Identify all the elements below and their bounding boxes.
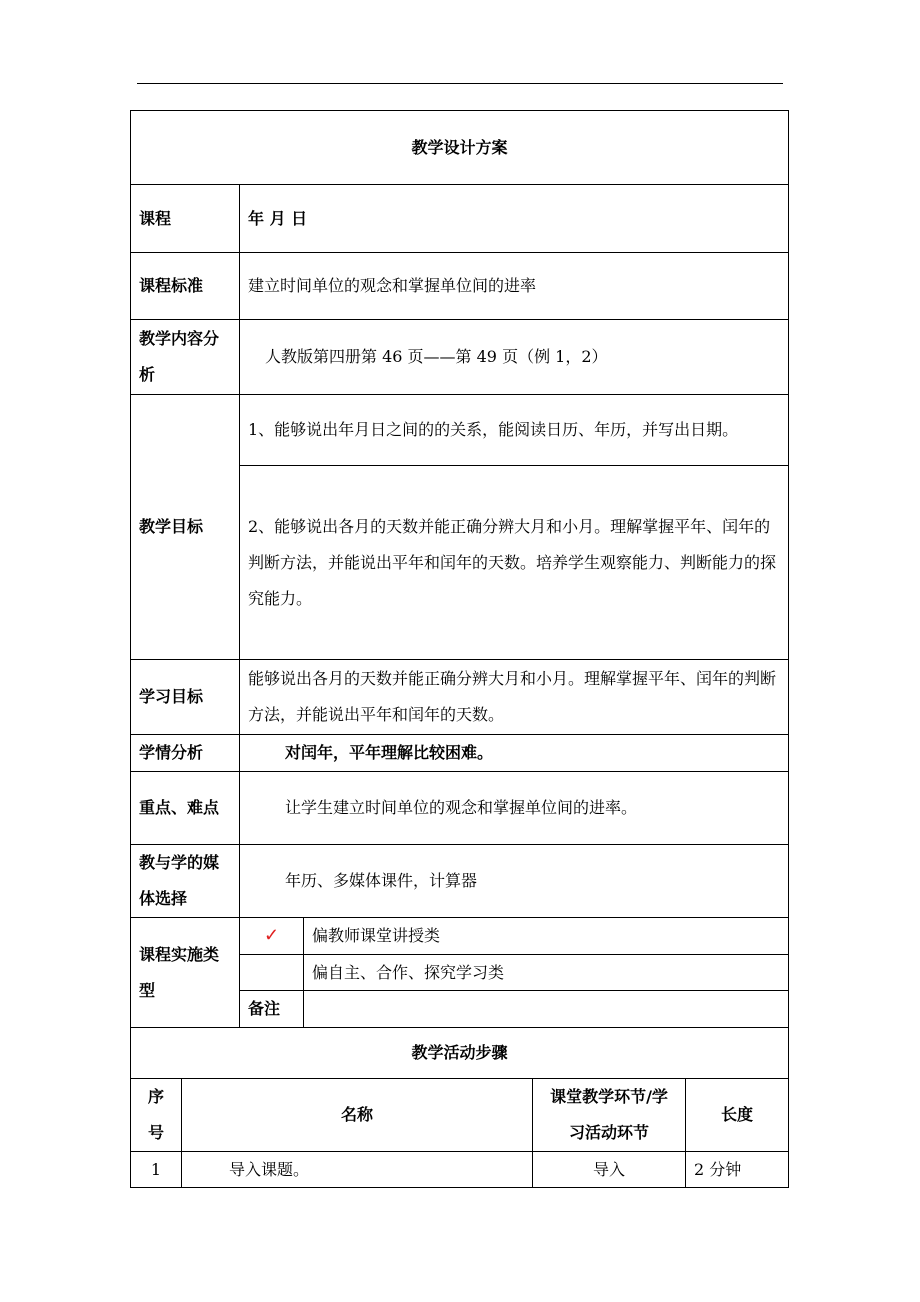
header-rule (137, 83, 783, 84)
standard-value: 建立时间单位的观念和掌握单位间的进率 (239, 252, 789, 320)
learning-label: 学习目标 (130, 659, 240, 735)
media-value: 年历、多媒体课件，计算器 (239, 844, 789, 918)
step-no: 1 (130, 1151, 182, 1188)
goal-item: 1、能够说出年月日之间的的关系，能阅读日历、年历，并写出日期。 (239, 394, 789, 466)
header-no: 序号 (130, 1078, 182, 1152)
content-label: 教学内容分析 (130, 319, 240, 395)
situation-value: 对闰年，平年理解比较困难。 (239, 734, 789, 772)
course-label: 课程 (130, 184, 240, 253)
key-label: 重点、难点 (130, 771, 240, 845)
type-option-self-study: 偏自主、合作、探究学习类 (303, 954, 789, 991)
doc-title: 教学设计方案 (130, 110, 789, 185)
note-label: 备注 (239, 990, 304, 1028)
content-value: 人教版第四册第 46 页——第 49 页（例 1，2） (239, 319, 789, 395)
note-value (303, 990, 789, 1028)
steps-title: 教学活动步骤 (130, 1027, 789, 1079)
type-check-empty[interactable] (239, 954, 304, 991)
checkmark-icon[interactable]: ✓ (239, 917, 304, 955)
step-length: 2 分钟 (685, 1151, 789, 1188)
situation-label: 学情分析 (130, 734, 240, 772)
media-label: 教与学的媒体选择 (130, 844, 240, 918)
step-name: 导入课题。 (181, 1151, 533, 1188)
type-label: 课程实施类型 (130, 917, 240, 1028)
standard-label: 课程标准 (130, 252, 240, 320)
course-value: 年 月 日 (239, 184, 789, 253)
step-stage: 导入 (532, 1151, 686, 1188)
type-option-teacher: 偏教师课堂讲授类 (303, 917, 789, 955)
header-length: 长度 (685, 1078, 789, 1152)
header-stage: 课堂教学环节/学习活动环节 (532, 1078, 686, 1152)
goal-item: 2、能够说出各月的天数并能正确分辨大月和小月。理解掌握平年、闰年的判断方法，并能说出平年和闰年的天数。培养学生观察能力、判断能力的探究能力。 (239, 465, 789, 660)
key-value: 让学生建立时间单位的观念和掌握单位间的进率。 (239, 771, 789, 845)
learning-value: 能够说出各月的天数并能正确分辨大月和小月。理解掌握平年、闰年的判断方法，并能说出平年和闰年的天数。 (239, 659, 789, 735)
goals-label: 教学目标 (130, 394, 240, 660)
header-name: 名称 (181, 1078, 533, 1152)
